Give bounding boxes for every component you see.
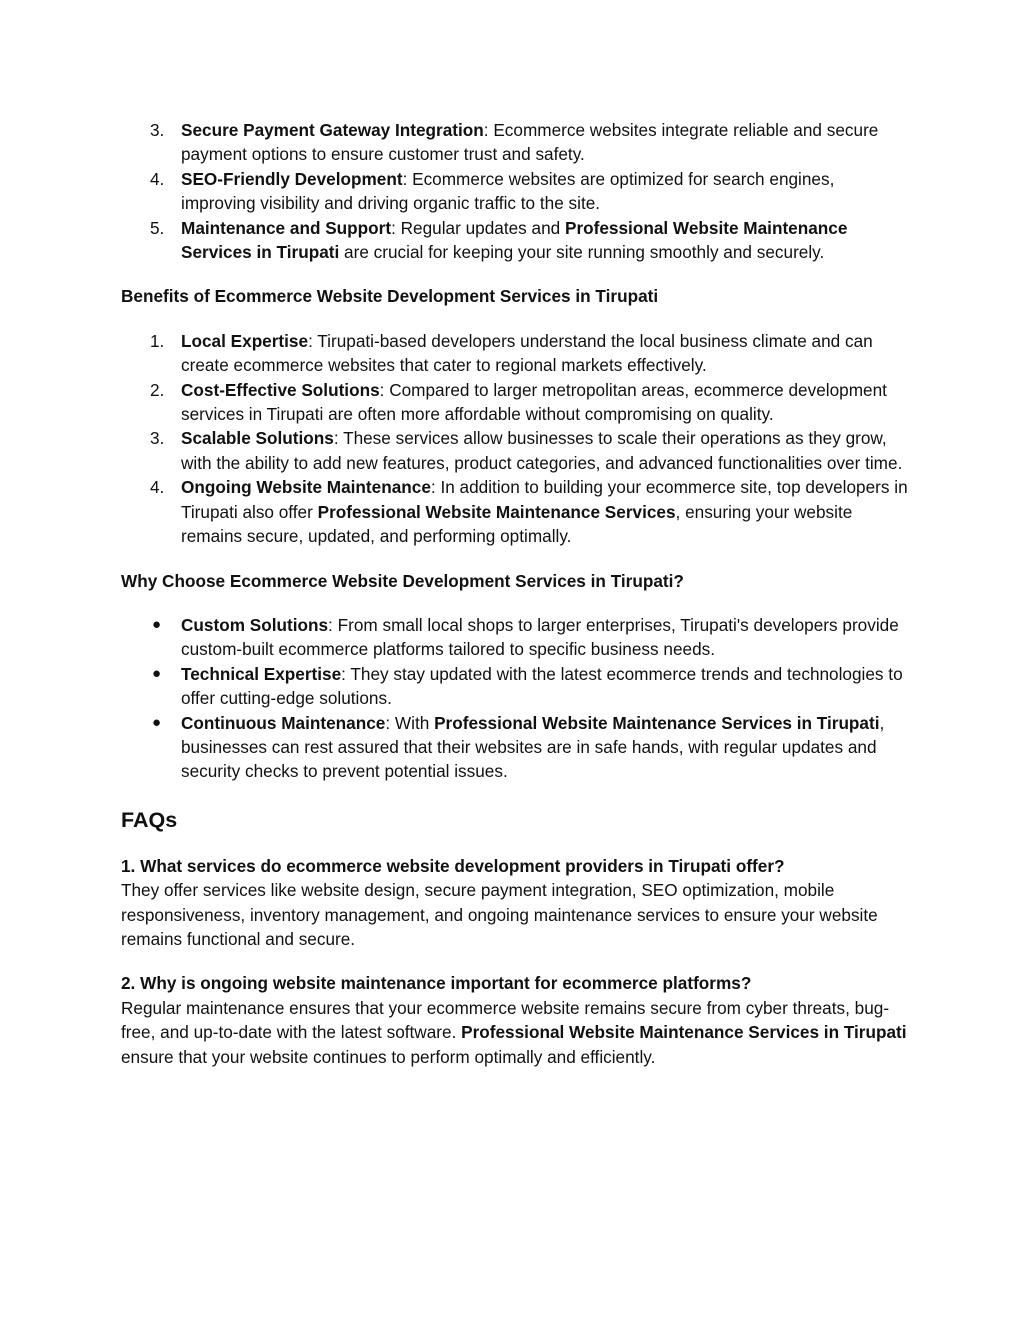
item-title: Secure Payment Gateway Integration — [181, 120, 484, 140]
list-item — [121, 613, 911, 662]
item-text: , ensuring your website remains secure, updated, and performing optimally. — [181, 501, 853, 547]
list-number: 5. — [150, 217, 165, 238]
faq-answer: They offer services like website design, secure payment integration, SEO optimization, mobile responsiveness, inventory management, and ongoing maintenance services to ensure your website remains functional and secure. — [121, 880, 878, 949]
item-title: Cost-Effective Solutions — [181, 379, 380, 400]
item-text: : Compared to larger metropolitan areas, ecommerce development services in Tirupati are often more affordable without compromising on quality. — [181, 379, 887, 425]
faq-question: 2. Why is ongoing website maintenance important for ecommerce platforms? — [121, 973, 752, 994]
list-item — [121, 475, 911, 548]
document-page — [121, 118, 911, 1069]
benefits-heading: Benefits of Ecommerce Website Development Services in Tirupati — [121, 286, 659, 307]
item-text: are crucial for keeping your site running smoothly and securely. — [339, 242, 825, 263]
item-title: Maintenance and Support — [181, 217, 392, 238]
list-item — [121, 167, 911, 216]
list-number: 1. — [150, 330, 165, 351]
item-text: : Ecommerce websites integrate reliable and secure payment options to ensure customer trust and safety. — [181, 120, 879, 165]
bullet-icon: ● — [152, 615, 162, 633]
faq-answer — [121, 996, 911, 1069]
list-item — [121, 426, 911, 475]
list-number: 4. — [150, 477, 165, 498]
item-text: : They stay updated with the latest ecommerce trends and technologies to offer cutting-edge solutions. — [181, 663, 903, 709]
item-text: : These services allow businesses to scale their operations as they grow, with the ability to add new features, product categories, and advanced functionalities over time. — [181, 428, 903, 473]
list-number: 3. — [150, 428, 165, 449]
item-text: : In addition to building your ecommerce site, top developers in Tirupati also offer — [181, 477, 908, 522]
list-item — [121, 118, 911, 167]
list-item — [121, 216, 911, 265]
item-text: : Regular updates and — [391, 217, 565, 238]
item-text: : From small local shops to larger enterprises, Tirupati's developers provide custom-built ecommerce platforms tailored to specific business needs. — [181, 614, 899, 660]
list-item — [121, 378, 911, 427]
item-bold-phrase: Professional Website Maintenance Services in Tirupati — [434, 712, 880, 733]
faq-answer-text: Regular maintenance ensures that your ecommerce website remains secure from cyber threats, bug-free, and up-to-date with the latest software. — [121, 997, 890, 1043]
bullet-icon: ● — [152, 713, 162, 731]
item-text: : Ecommerce websites are optimized for search engines, improving visibility and driving organic traffic to the site. — [181, 168, 835, 214]
item-bold-phrase: Professional Website Maintenance Services — [317, 501, 676, 522]
item-title: Scalable Solutions — [181, 428, 334, 449]
list-number: 2. — [150, 379, 165, 400]
why-choose-heading: Why Choose Ecommerce Website Development Services in Tirupati? — [121, 570, 684, 591]
item-text: , businesses can rest assured that their websites are in safe hands, with regular updates and security checks to prevent potential issues. — [181, 712, 885, 782]
list-item — [121, 711, 911, 784]
item-text: : With — [385, 712, 435, 733]
faq-answer-text: ensure that your website continues to perform optimally and efficiently. — [121, 1046, 656, 1067]
why-choose-list — [121, 613, 911, 784]
item-bold-phrase: Professional Website Maintenance Services in Tirupati — [181, 217, 848, 263]
bullet-icon: ● — [152, 664, 162, 682]
item-title: Continuous Maintenance — [181, 712, 386, 733]
faqs-title: FAQs — [121, 807, 178, 832]
faq-question: 1. What services do ecommerce website development providers in Tirupati offer? — [121, 855, 785, 876]
benefits-list — [121, 329, 911, 549]
item-title: Local Expertise — [181, 330, 309, 351]
item-title: Custom Solutions — [181, 614, 329, 635]
item-title: SEO-Friendly Development — [181, 168, 403, 189]
list-item — [121, 329, 911, 378]
item-text: : Tirupati-based developers understand the local business climate and can create ecommerce websites that cater to regional markets effectively. — [181, 330, 873, 376]
numbered-list-continued — [121, 118, 911, 264]
list-number: 3. — [150, 120, 165, 140]
item-title: Ongoing Website Maintenance — [181, 477, 431, 498]
list-number: 4. — [150, 168, 165, 189]
faq-answer-bold-phrase: Professional Website Maintenance Services in Tirupati — [461, 1022, 907, 1043]
item-title: Technical Expertise — [181, 663, 342, 684]
list-item — [121, 662, 911, 711]
